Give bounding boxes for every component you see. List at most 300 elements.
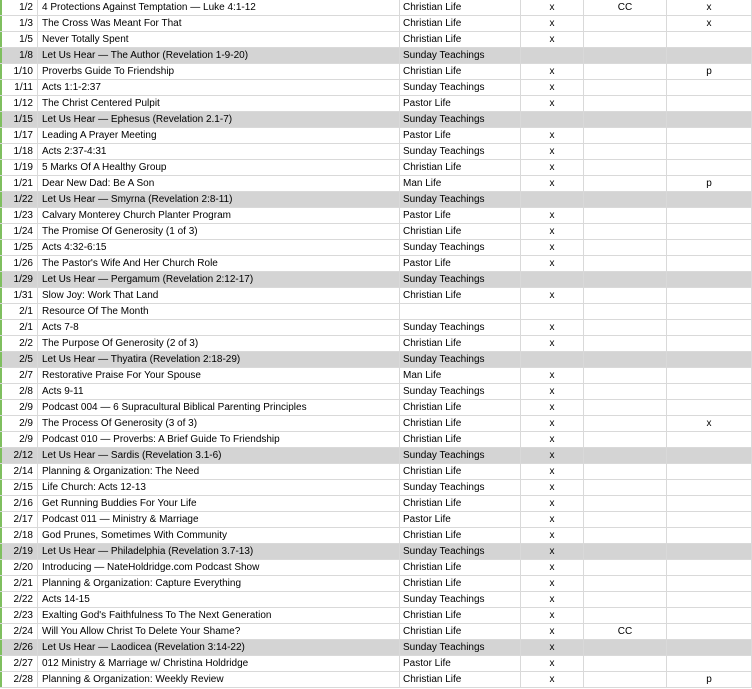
date-cell[interactable]: 2/15 bbox=[0, 480, 38, 495]
title-cell[interactable]: Life Church: Acts 12-13 bbox=[38, 480, 400, 495]
mark-cell-a[interactable]: x bbox=[521, 80, 584, 95]
mark-cell-a[interactable]: x bbox=[521, 128, 584, 143]
mark-cell-c[interactable] bbox=[667, 160, 752, 175]
mark-cell-b[interactable] bbox=[584, 128, 667, 143]
title-cell[interactable]: Acts 2:37-4:31 bbox=[38, 144, 400, 159]
mark-cell-c[interactable] bbox=[667, 304, 752, 319]
mark-cell-a[interactable]: x bbox=[521, 368, 584, 383]
date-cell[interactable]: 1/21 bbox=[0, 176, 38, 191]
mark-cell-a[interactable]: x bbox=[521, 432, 584, 447]
mark-cell-b[interactable]: CC bbox=[584, 0, 667, 15]
date-cell[interactable]: 2/16 bbox=[0, 496, 38, 511]
date-cell[interactable]: 1/24 bbox=[0, 224, 38, 239]
mark-cell-a[interactable]: x bbox=[521, 0, 584, 15]
title-cell[interactable]: The Purpose Of Generosity (2 of 3) bbox=[38, 336, 400, 351]
table-row bbox=[0, 576, 752, 592]
table-row bbox=[0, 384, 752, 400]
mark-cell-a[interactable]: x bbox=[521, 480, 584, 495]
mark-cell-c[interactable] bbox=[667, 128, 752, 143]
category-cell[interactable]: Sunday Teachings bbox=[400, 272, 521, 287]
table-row bbox=[0, 400, 752, 416]
mark-cell-b[interactable] bbox=[584, 576, 667, 591]
date-cell[interactable]: 2/27 bbox=[0, 656, 38, 671]
table-row bbox=[0, 640, 752, 656]
mark-cell-a[interactable]: x bbox=[521, 240, 584, 255]
mark-cell-b[interactable] bbox=[584, 224, 667, 239]
mark-cell-a[interactable]: x bbox=[521, 560, 584, 575]
mark-cell-a[interactable] bbox=[521, 352, 584, 367]
date-cell[interactable]: 2/21 bbox=[0, 576, 38, 591]
date-cell[interactable]: 1/19 bbox=[0, 160, 38, 175]
category-cell[interactable]: Christian Life bbox=[400, 528, 521, 543]
mark-cell-b[interactable] bbox=[584, 464, 667, 479]
mark-cell-b[interactable] bbox=[584, 16, 667, 31]
table-row bbox=[0, 272, 752, 288]
mark-cell-a[interactable] bbox=[521, 192, 584, 207]
category-cell[interactable]: Sunday Teachings bbox=[400, 640, 521, 655]
title-cell[interactable]: Acts 9-11 bbox=[38, 384, 400, 399]
mark-cell-b[interactable] bbox=[584, 32, 667, 47]
category-cell[interactable]: Christian Life bbox=[400, 0, 521, 15]
mark-cell-c[interactable]: x bbox=[667, 16, 752, 31]
title-cell[interactable]: Dear New Dad: Be A Son bbox=[38, 176, 400, 191]
mark-cell-c[interactable] bbox=[667, 80, 752, 95]
table-row bbox=[0, 48, 752, 64]
date-cell[interactable]: 1/29 bbox=[0, 272, 38, 287]
mark-cell-c[interactable] bbox=[667, 352, 752, 367]
mark-cell-a[interactable]: x bbox=[521, 496, 584, 511]
mark-cell-b[interactable] bbox=[584, 640, 667, 655]
category-cell[interactable]: Sunday Teachings bbox=[400, 480, 521, 495]
date-cell[interactable]: 2/18 bbox=[0, 528, 38, 543]
mark-cell-a[interactable]: x bbox=[521, 256, 584, 271]
mark-cell-c[interactable] bbox=[667, 656, 752, 671]
date-cell[interactable]: 2/24 bbox=[0, 624, 38, 639]
category-cell[interactable]: Sunday Teachings bbox=[400, 240, 521, 255]
mark-cell-b[interactable] bbox=[584, 352, 667, 367]
title-cell[interactable]: Get Running Buddies For Your Life bbox=[38, 496, 400, 511]
mark-cell-c[interactable] bbox=[667, 192, 752, 207]
date-cell[interactable]: 2/9 bbox=[0, 432, 38, 447]
mark-cell-b[interactable] bbox=[584, 208, 667, 223]
mark-cell-c[interactable] bbox=[667, 512, 752, 527]
date-cell[interactable]: 1/11 bbox=[0, 80, 38, 95]
date-cell[interactable]: 1/17 bbox=[0, 128, 38, 143]
date-cell[interactable]: 1/18 bbox=[0, 144, 38, 159]
table-row bbox=[0, 96, 752, 112]
mark-cell-b[interactable] bbox=[584, 336, 667, 351]
table-row bbox=[0, 256, 752, 272]
title-cell[interactable]: 012 Ministry & Marriage w/ Christina Holdridge bbox=[38, 656, 400, 671]
mark-cell-a[interactable]: x bbox=[521, 672, 584, 687]
table-row bbox=[0, 544, 752, 560]
date-cell[interactable]: 1/25 bbox=[0, 240, 38, 255]
date-cell[interactable]: 2/2 bbox=[0, 336, 38, 351]
mark-cell-a[interactable]: x bbox=[521, 176, 584, 191]
mark-cell-b[interactable] bbox=[584, 240, 667, 255]
title-cell[interactable]: Let Us Hear — Sardis (Revelation 3.1-6) bbox=[38, 448, 400, 463]
table-row bbox=[0, 112, 752, 128]
mark-cell-c[interactable] bbox=[667, 112, 752, 127]
mark-cell-a[interactable] bbox=[521, 272, 584, 287]
category-cell[interactable]: Pastor Life bbox=[400, 128, 521, 143]
table-row bbox=[0, 176, 752, 192]
title-cell[interactable]: Acts 4:32-6:15 bbox=[38, 240, 400, 255]
table-row bbox=[0, 208, 752, 224]
title-cell[interactable]: Let Us Hear — Ephesus (Revelation 2.1-7) bbox=[38, 112, 400, 127]
mark-cell-c[interactable] bbox=[667, 464, 752, 479]
title-cell[interactable]: Acts 7-8 bbox=[38, 320, 400, 335]
mark-cell-a[interactable]: x bbox=[521, 512, 584, 527]
mark-cell-b[interactable] bbox=[584, 512, 667, 527]
mark-cell-b[interactable] bbox=[584, 256, 667, 271]
mark-cell-b[interactable] bbox=[584, 544, 667, 559]
category-cell[interactable]: Pastor Life bbox=[400, 208, 521, 223]
category-cell[interactable]: Man Life bbox=[400, 368, 521, 383]
mark-cell-b[interactable] bbox=[584, 96, 667, 111]
title-cell[interactable]: Podcast 010 — Proverbs: A Brief Guide To Friendship bbox=[38, 432, 400, 447]
mark-cell-a[interactable]: x bbox=[521, 208, 584, 223]
table-row bbox=[0, 672, 752, 688]
date-cell[interactable]: 2/12 bbox=[0, 448, 38, 463]
title-cell[interactable]: God Prunes, Sometimes With Community bbox=[38, 528, 400, 543]
category-cell[interactable]: Christian Life bbox=[400, 32, 521, 47]
mark-cell-c[interactable] bbox=[667, 48, 752, 63]
category-cell[interactable]: Sunday Teachings bbox=[400, 384, 521, 399]
mark-cell-b[interactable] bbox=[584, 64, 667, 79]
mark-cell-c[interactable] bbox=[667, 96, 752, 111]
title-cell[interactable]: Proverbs Guide To Friendship bbox=[38, 64, 400, 79]
mark-cell-c[interactable]: x bbox=[667, 416, 752, 431]
mark-cell-c[interactable] bbox=[667, 624, 752, 639]
mark-cell-a[interactable]: x bbox=[521, 144, 584, 159]
mark-cell-a[interactable]: x bbox=[521, 576, 584, 591]
mark-cell-a[interactable]: x bbox=[521, 640, 584, 655]
table-row bbox=[0, 304, 752, 320]
mark-cell-c[interactable]: x bbox=[667, 0, 752, 15]
title-cell[interactable]: Planning & Organization: Weekly Review bbox=[38, 672, 400, 687]
mark-cell-c[interactable] bbox=[667, 320, 752, 335]
category-cell[interactable]: Christian Life bbox=[400, 288, 521, 303]
title-cell[interactable]: Podcast 011 — Ministry & Marriage bbox=[38, 512, 400, 527]
table-row bbox=[0, 336, 752, 352]
category-cell[interactable]: Sunday Teachings bbox=[400, 48, 521, 63]
title-cell[interactable]: Will You Allow Christ To Delete Your Shame? bbox=[38, 624, 400, 639]
date-cell[interactable]: 2/9 bbox=[0, 416, 38, 431]
mark-cell-b[interactable] bbox=[584, 272, 667, 287]
mark-cell-b[interactable] bbox=[584, 496, 667, 511]
category-cell[interactable]: Sunday Teachings bbox=[400, 320, 521, 335]
mark-cell-a[interactable]: x bbox=[521, 448, 584, 463]
table-row bbox=[0, 352, 752, 368]
table-row bbox=[0, 448, 752, 464]
mark-cell-c[interactable] bbox=[667, 224, 752, 239]
mark-cell-a[interactable]: x bbox=[521, 288, 584, 303]
mark-cell-b[interactable] bbox=[584, 480, 667, 495]
table-row bbox=[0, 224, 752, 240]
mark-cell-b[interactable] bbox=[584, 608, 667, 623]
mark-cell-c[interactable] bbox=[667, 32, 752, 47]
mark-cell-c[interactable]: p bbox=[667, 672, 752, 687]
date-cell[interactable]: 1/31 bbox=[0, 288, 38, 303]
mark-cell-b[interactable] bbox=[584, 384, 667, 399]
title-cell[interactable]: Let Us Hear — Pergamum (Revelation 2:12-17) bbox=[38, 272, 400, 287]
mark-cell-c[interactable] bbox=[667, 240, 752, 255]
mark-cell-c[interactable] bbox=[667, 496, 752, 511]
table-row bbox=[0, 432, 752, 448]
date-cell[interactable]: 1/5 bbox=[0, 32, 38, 47]
mark-cell-a[interactable]: x bbox=[521, 416, 584, 431]
mark-cell-b[interactable] bbox=[584, 304, 667, 319]
category-cell[interactable]: Christian Life bbox=[400, 576, 521, 591]
category-cell[interactable]: Christian Life bbox=[400, 560, 521, 575]
category-cell[interactable]: Christian Life bbox=[400, 608, 521, 623]
mark-cell-b[interactable] bbox=[584, 320, 667, 335]
category-cell[interactable]: Sunday Teachings bbox=[400, 80, 521, 95]
title-cell[interactable]: Planning & Organization: Capture Everything bbox=[38, 576, 400, 591]
mark-cell-c[interactable]: p bbox=[667, 64, 752, 79]
mark-cell-a[interactable] bbox=[521, 48, 584, 63]
category-cell[interactable]: Sunday Teachings bbox=[400, 144, 521, 159]
date-cell[interactable]: 2/1 bbox=[0, 320, 38, 335]
date-cell[interactable]: 2/14 bbox=[0, 464, 38, 479]
table-row bbox=[0, 80, 752, 96]
mark-cell-b[interactable] bbox=[584, 288, 667, 303]
mark-cell-b[interactable] bbox=[584, 176, 667, 191]
mark-cell-c[interactable]: p bbox=[667, 176, 752, 191]
mark-cell-b[interactable] bbox=[584, 592, 667, 607]
mark-cell-b[interactable] bbox=[584, 160, 667, 175]
mark-cell-b[interactable] bbox=[584, 672, 667, 687]
mark-cell-b[interactable] bbox=[584, 656, 667, 671]
category-cell[interactable]: Sunday Teachings bbox=[400, 592, 521, 607]
category-cell[interactable]: Sunday Teachings bbox=[400, 448, 521, 463]
date-cell[interactable]: 1/12 bbox=[0, 96, 38, 111]
title-cell[interactable]: The Christ Centered Pulpit bbox=[38, 96, 400, 111]
category-cell[interactable]: Christian Life bbox=[400, 224, 521, 239]
table-row bbox=[0, 416, 752, 432]
category-cell[interactable]: Christian Life bbox=[400, 672, 521, 687]
mark-cell-b[interactable] bbox=[584, 368, 667, 383]
category-cell[interactable]: Christian Life bbox=[400, 400, 521, 415]
category-cell[interactable]: Christian Life bbox=[400, 416, 521, 431]
mark-cell-a[interactable]: x bbox=[521, 608, 584, 623]
category-cell[interactable]: Pastor Life bbox=[400, 656, 521, 671]
mark-cell-c[interactable] bbox=[667, 272, 752, 287]
mark-cell-a[interactable]: x bbox=[521, 656, 584, 671]
title-cell[interactable]: Podcast 004 — 6 Supracultural Biblical Parenting Principles bbox=[38, 400, 400, 415]
table-row bbox=[0, 128, 752, 144]
table-row bbox=[0, 160, 752, 176]
table-row bbox=[0, 64, 752, 80]
date-cell[interactable]: 1/3 bbox=[0, 16, 38, 31]
date-cell[interactable]: 1/23 bbox=[0, 208, 38, 223]
table-row bbox=[0, 16, 752, 32]
title-cell[interactable]: Never Totally Spent bbox=[38, 32, 400, 47]
mark-cell-a[interactable]: x bbox=[521, 320, 584, 335]
title-cell[interactable]: Resource Of The Month bbox=[38, 304, 400, 319]
title-cell[interactable]: Calvary Monterey Church Planter Program bbox=[38, 208, 400, 223]
mark-cell-c[interactable] bbox=[667, 256, 752, 271]
mark-cell-c[interactable] bbox=[667, 528, 752, 543]
date-cell[interactable]: 1/10 bbox=[0, 64, 38, 79]
mark-cell-a[interactable] bbox=[521, 112, 584, 127]
table-row bbox=[0, 512, 752, 528]
mark-cell-a[interactable]: x bbox=[521, 624, 584, 639]
title-cell[interactable]: Acts 1:1-2:37 bbox=[38, 80, 400, 95]
category-cell[interactable]: Pastor Life bbox=[400, 256, 521, 271]
mark-cell-b[interactable] bbox=[584, 48, 667, 63]
date-cell[interactable]: 2/5 bbox=[0, 352, 38, 367]
title-cell[interactable]: Let Us Hear — The Author (Revelation 1-9-20) bbox=[38, 48, 400, 63]
title-cell[interactable]: Exalting God's Faithfulness To The Next Generation bbox=[38, 608, 400, 623]
table-row bbox=[0, 32, 752, 48]
title-cell[interactable]: Acts 14-15 bbox=[38, 592, 400, 607]
title-cell[interactable]: The Process Of Generosity (3 of 3) bbox=[38, 416, 400, 431]
table-row bbox=[0, 0, 752, 16]
mark-cell-a[interactable]: x bbox=[521, 464, 584, 479]
date-cell[interactable]: 2/22 bbox=[0, 592, 38, 607]
table-row bbox=[0, 192, 752, 208]
mark-cell-a[interactable] bbox=[521, 304, 584, 319]
title-cell[interactable]: Slow Joy: Work That Land bbox=[38, 288, 400, 303]
category-cell[interactable]: Christian Life bbox=[400, 464, 521, 479]
category-cell[interactable]: Sunday Teachings bbox=[400, 192, 521, 207]
table-row bbox=[0, 464, 752, 480]
mark-cell-a[interactable]: x bbox=[521, 16, 584, 31]
mark-cell-b[interactable] bbox=[584, 448, 667, 463]
mark-cell-c[interactable] bbox=[667, 592, 752, 607]
mark-cell-a[interactable]: x bbox=[521, 528, 584, 543]
mark-cell-c[interactable] bbox=[667, 336, 752, 351]
mark-cell-c[interactable] bbox=[667, 544, 752, 559]
date-cell[interactable]: 2/23 bbox=[0, 608, 38, 623]
mark-cell-a[interactable]: x bbox=[521, 544, 584, 559]
date-cell[interactable]: 2/8 bbox=[0, 384, 38, 399]
mark-cell-a[interactable]: x bbox=[521, 160, 584, 175]
date-cell[interactable]: 1/15 bbox=[0, 112, 38, 127]
table-row bbox=[0, 592, 752, 608]
title-cell[interactable]: Leading A Prayer Meeting bbox=[38, 128, 400, 143]
title-cell[interactable]: Introducing — NateHoldridge.com Podcast Show bbox=[38, 560, 400, 575]
title-cell[interactable]: Planning & Organization: The Need bbox=[38, 464, 400, 479]
title-cell[interactable]: Let Us Hear — Smyrna (Revelation 2:8-11) bbox=[38, 192, 400, 207]
table-row bbox=[0, 480, 752, 496]
category-cell[interactable]: Sunday Teachings bbox=[400, 544, 521, 559]
table-row bbox=[0, 528, 752, 544]
table-row bbox=[0, 624, 752, 640]
category-cell[interactable]: Christian Life bbox=[400, 160, 521, 175]
date-cell[interactable]: 2/1 bbox=[0, 304, 38, 319]
mark-cell-c[interactable] bbox=[667, 400, 752, 415]
mark-cell-a[interactable]: x bbox=[521, 336, 584, 351]
category-cell[interactable]: Christian Life bbox=[400, 496, 521, 511]
mark-cell-b[interactable] bbox=[584, 144, 667, 159]
mark-cell-a[interactable]: x bbox=[521, 32, 584, 47]
table-row bbox=[0, 144, 752, 160]
date-cell[interactable]: 1/2 bbox=[0, 0, 38, 15]
date-cell[interactable]: 1/26 bbox=[0, 256, 38, 271]
category-cell[interactable]: Pastor Life bbox=[400, 512, 521, 527]
date-cell[interactable]: 2/9 bbox=[0, 400, 38, 415]
table-row bbox=[0, 320, 752, 336]
mark-cell-c[interactable] bbox=[667, 208, 752, 223]
title-cell[interactable]: The Cross Was Meant For That bbox=[38, 16, 400, 31]
title-cell[interactable]: The Pastor's Wife And Her Church Role bbox=[38, 256, 400, 271]
mark-cell-a[interactable]: x bbox=[521, 400, 584, 415]
category-cell[interactable]: Christian Life bbox=[400, 336, 521, 351]
title-cell[interactable]: Let Us Hear — Thyatira (Revelation 2:18-29) bbox=[38, 352, 400, 367]
mark-cell-b[interactable] bbox=[584, 192, 667, 207]
mark-cell-a[interactable]: x bbox=[521, 592, 584, 607]
table-row bbox=[0, 656, 752, 672]
category-cell[interactable]: Christian Life bbox=[400, 432, 521, 447]
mark-cell-c[interactable] bbox=[667, 576, 752, 591]
mark-cell-c[interactable] bbox=[667, 368, 752, 383]
mark-cell-b[interactable] bbox=[584, 80, 667, 95]
date-cell[interactable]: 2/7 bbox=[0, 368, 38, 383]
table-row bbox=[0, 288, 752, 304]
mark-cell-c[interactable] bbox=[667, 448, 752, 463]
mark-cell-c[interactable] bbox=[667, 288, 752, 303]
title-cell[interactable]: 4 Protections Against Temptation — Luke 4:1-12 bbox=[38, 0, 400, 15]
mark-cell-c[interactable] bbox=[667, 560, 752, 575]
category-cell[interactable]: Christian Life bbox=[400, 16, 521, 31]
category-cell[interactable]: Sunday Teachings bbox=[400, 112, 521, 127]
mark-cell-b[interactable] bbox=[584, 528, 667, 543]
mark-cell-c[interactable] bbox=[667, 384, 752, 399]
date-cell[interactable]: 2/19 bbox=[0, 544, 38, 559]
date-cell[interactable]: 2/20 bbox=[0, 560, 38, 575]
title-cell[interactable]: Restorative Praise For Your Spouse bbox=[38, 368, 400, 383]
category-cell[interactable] bbox=[400, 304, 521, 319]
title-cell[interactable]: The Promise Of Generosity (1 of 3) bbox=[38, 224, 400, 239]
table-row bbox=[0, 240, 752, 256]
title-cell[interactable]: 5 Marks Of A Healthy Group bbox=[38, 160, 400, 175]
date-cell[interactable]: 2/28 bbox=[0, 672, 38, 687]
mark-cell-a[interactable]: x bbox=[521, 96, 584, 111]
category-cell[interactable]: Christian Life bbox=[400, 624, 521, 639]
mark-cell-a[interactable]: x bbox=[521, 384, 584, 399]
table-row bbox=[0, 496, 752, 512]
table-row bbox=[0, 608, 752, 624]
mark-cell-a[interactable]: x bbox=[521, 224, 584, 239]
category-cell[interactable]: Pastor Life bbox=[400, 96, 521, 111]
category-cell[interactable]: Sunday Teachings bbox=[400, 352, 521, 367]
mark-cell-b[interactable] bbox=[584, 400, 667, 415]
category-cell[interactable]: Christian Life bbox=[400, 64, 521, 79]
mark-cell-c[interactable] bbox=[667, 144, 752, 159]
date-cell[interactable]: 2/17 bbox=[0, 512, 38, 527]
mark-cell-b[interactable] bbox=[584, 416, 667, 431]
mark-cell-b[interactable] bbox=[584, 432, 667, 447]
date-cell[interactable]: 1/22 bbox=[0, 192, 38, 207]
title-cell[interactable]: Let Us Hear — Philadelphia (Revelation 3.7-13) bbox=[38, 544, 400, 559]
table-row bbox=[0, 368, 752, 384]
mark-cell-c[interactable] bbox=[667, 480, 752, 495]
mark-cell-b[interactable] bbox=[584, 112, 667, 127]
date-cell[interactable]: 2/26 bbox=[0, 640, 38, 655]
date-cell[interactable]: 1/8 bbox=[0, 48, 38, 63]
mark-cell-c[interactable] bbox=[667, 432, 752, 447]
mark-cell-a[interactable]: x bbox=[521, 64, 584, 79]
category-cell[interactable]: Man Life bbox=[400, 176, 521, 191]
mark-cell-b[interactable]: CC bbox=[584, 624, 667, 639]
title-cell[interactable]: Let Us Hear — Laodicea (Revelation 3:14-22) bbox=[38, 640, 400, 655]
mark-cell-b[interactable] bbox=[584, 560, 667, 575]
mark-cell-c[interactable] bbox=[667, 640, 752, 655]
mark-cell-c[interactable] bbox=[667, 608, 752, 623]
